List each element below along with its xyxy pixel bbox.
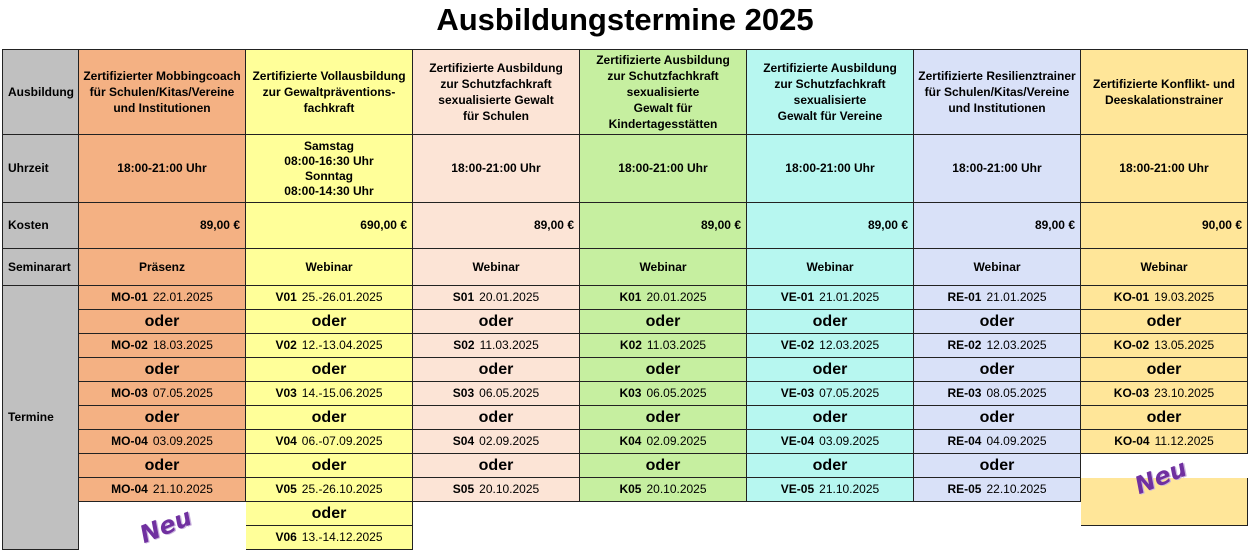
date-entry <box>246 334 413 358</box>
date-entry <box>1081 430 1248 454</box>
date-code: S05 <box>452 482 475 496</box>
separator-oder: oder <box>246 358 413 382</box>
date-value: 18.03.2025 <box>152 338 213 352</box>
date-code: RE-04 <box>947 434 982 448</box>
date-code: S01 <box>452 290 475 304</box>
date-value: 11.03.2025 <box>479 338 539 352</box>
date-entry <box>914 430 1081 454</box>
course-time: 18:00-21:00 Uhr <box>1081 135 1248 203</box>
row-label-uhrzeit: Uhrzeit <box>2 135 79 203</box>
date-entry <box>914 286 1081 310</box>
course-time: Samstag 08:00-16:30 Uhr Sonntag 08:00-14:30 Uhr <box>246 135 413 203</box>
date-entry <box>580 334 747 358</box>
date-entry <box>246 430 413 454</box>
date-entry <box>246 478 413 502</box>
date-entry <box>747 382 914 406</box>
page-title: Ausbildungstermine 2025 <box>436 2 814 37</box>
date-entry <box>1081 382 1248 406</box>
separator-oder: oder <box>79 406 246 430</box>
date-value: 19.03.2025 <box>1154 290 1215 304</box>
date-value: 22.01.2025 <box>152 290 213 304</box>
date-value: 20.01.2025 <box>646 290 707 304</box>
row-label-seminarart: Seminarart <box>2 249 79 286</box>
course-cost: 89,00 € <box>747 203 914 249</box>
date-code: RE-05 <box>947 482 982 496</box>
date-value: 20.10.2025 <box>646 482 707 496</box>
date-entry <box>79 430 246 454</box>
course-type: Webinar <box>413 249 580 286</box>
date-code: K01 <box>619 290 642 304</box>
date-entry <box>79 286 246 310</box>
separator-oder: oder <box>747 310 914 334</box>
separator-oder: oder <box>747 454 914 478</box>
date-value: 03.09.2025 <box>819 434 880 448</box>
separator-oder: oder <box>580 358 747 382</box>
course-time: 18:00-21:00 Uhr <box>914 135 1081 203</box>
course-title: Zertifizierte Ausbildung zur Schutzfachkraft sexualisierte Gewalt für Schulen <box>413 49 580 135</box>
date-value: 21.01.2025 <box>819 290 880 304</box>
date-code: S04 <box>452 434 475 448</box>
date-code: KO-01 <box>1113 290 1150 304</box>
course-title: Zertifizierter Mobbingcoach für Schulen/Kitas/Vereine und Institutionen <box>79 49 246 135</box>
separator-oder: oder <box>79 358 246 382</box>
date-value: 02.09.2025 <box>479 434 540 448</box>
date-code: K04 <box>619 434 642 448</box>
date-value: 13.05.2025 <box>1154 338 1215 352</box>
date-value: 21.10.2025 <box>152 482 213 496</box>
course-type: Webinar <box>246 249 413 286</box>
date-value: 07.05.2025 <box>819 386 880 400</box>
date-entry <box>246 382 413 406</box>
date-entry <box>413 334 580 358</box>
date-code: VE-02 <box>780 338 815 352</box>
course-cost: 89,00 € <box>79 203 246 249</box>
separator-oder: oder <box>246 502 413 526</box>
course-cost: 89,00 € <box>580 203 747 249</box>
course-title: Zertifizierte Vollausbildung zur Gewaltpräventions- fachkraft <box>246 49 413 135</box>
separator-oder: oder <box>914 454 1081 478</box>
separator-oder: oder <box>747 358 914 382</box>
date-code: K02 <box>619 338 642 352</box>
date-value: 11.03.2025 <box>646 338 707 352</box>
date-value: 06.-07.09.2025 <box>301 434 383 448</box>
separator-oder: oder <box>580 406 747 430</box>
date-entry <box>580 286 747 310</box>
separator-oder: oder <box>413 454 580 478</box>
date-value: 20.10.2025 <box>479 482 540 496</box>
date-value: 13.-14.12.2025 <box>301 530 383 544</box>
date-value: 20.01.2025 <box>479 290 540 304</box>
course-cost: 90,00 € <box>1081 203 1248 249</box>
date-code: V05 <box>275 482 297 496</box>
separator-oder: oder <box>246 454 413 478</box>
date-value: 07.05.2025 <box>152 386 213 400</box>
date-entry <box>1081 334 1248 358</box>
date-entry <box>747 286 914 310</box>
date-code: S02 <box>453 338 475 352</box>
date-code: KO-03 <box>1113 386 1150 400</box>
date-entry <box>246 526 413 550</box>
course-title: Zertifizierte Ausbildung zur Schutzfachkraft sexualisierte Gewalt für Vereine <box>747 49 914 135</box>
date-code: S03 <box>452 386 475 400</box>
date-code: VE-03 <box>780 386 815 400</box>
date-code: K03 <box>619 386 642 400</box>
date-code: V03 <box>275 386 297 400</box>
separator-oder: oder <box>914 310 1081 334</box>
date-value: 12.03.2025 <box>986 338 1047 352</box>
separator-oder: oder <box>580 454 747 478</box>
course-title: Zertifizierte Ausbildung zur Schutzfachkraft sexualisierte Gewalt für Kindertagesstätten <box>580 49 747 135</box>
separator-oder: oder <box>914 406 1081 430</box>
date-code: V04 <box>275 434 297 448</box>
date-value: 21.01.2025 <box>986 290 1047 304</box>
date-entry <box>914 334 1081 358</box>
date-entry <box>413 430 580 454</box>
date-entry <box>1081 286 1248 310</box>
new-badge-konflikt: Neu <box>1130 454 1191 500</box>
course-time: 18:00-21:00 Uhr <box>580 135 747 203</box>
date-entry <box>413 382 580 406</box>
date-entry <box>413 478 580 502</box>
date-value: 04.09.2025 <box>986 434 1047 448</box>
date-code: K05 <box>619 482 642 496</box>
date-entry <box>79 334 246 358</box>
separator-oder: oder <box>747 406 914 430</box>
row-label-ausbildung: Ausbildung <box>2 49 79 135</box>
course-cost: 690,00 € <box>246 203 413 249</box>
date-entry <box>747 430 914 454</box>
separator-oder: oder <box>914 358 1081 382</box>
date-code: VE-04 <box>780 434 815 448</box>
date-code: VE-01 <box>780 290 815 304</box>
course-time: 18:00-21:00 Uhr <box>747 135 914 203</box>
course-title: Zertifizierte Konflikt- und Deeskalationstrainer <box>1081 49 1248 135</box>
date-entry <box>914 382 1081 406</box>
date-value: 06.05.2025 <box>646 386 707 400</box>
separator-oder: oder <box>79 454 246 478</box>
date-code: MO-01 <box>111 290 148 304</box>
date-value: 21.10.2025 <box>819 482 880 496</box>
course-time: 18:00-21:00 Uhr <box>413 135 580 203</box>
date-value: 02.09.2025 <box>646 434 707 448</box>
date-entry <box>246 286 413 310</box>
date-entry <box>914 478 1081 502</box>
separator-oder: oder <box>79 310 246 334</box>
date-code: MO-04 <box>111 434 148 448</box>
course-time: 18:00-21:00 Uhr <box>79 135 246 203</box>
separator-oder: oder <box>246 406 413 430</box>
separator-oder: oder <box>246 310 413 334</box>
row-label-termine: Termine <box>2 286 79 550</box>
separator-oder: oder <box>1081 406 1248 430</box>
separator-oder: oder <box>1081 358 1248 382</box>
separator-oder: oder <box>580 310 747 334</box>
date-code: MO-02 <box>111 338 148 352</box>
date-code: KO-02 <box>1113 338 1150 352</box>
separator-oder: oder <box>413 358 580 382</box>
date-entry <box>79 478 246 502</box>
date-entry <box>747 334 914 358</box>
date-value: 12.-13.04.2025 <box>301 338 383 352</box>
date-value: 08.05.2025 <box>986 386 1047 400</box>
date-entry <box>580 430 747 454</box>
date-entry <box>413 286 580 310</box>
date-value: 11.12.2025 <box>1154 434 1214 448</box>
date-value: 25.-26.01.2025 <box>301 290 383 304</box>
date-value: 06.05.2025 <box>479 386 540 400</box>
date-code: MO-03 <box>111 386 148 400</box>
date-code: KO-04 <box>1114 434 1150 448</box>
date-code: V06 <box>275 530 297 544</box>
course-type: Präsenz <box>79 249 246 286</box>
date-code: MO-04 <box>111 482 148 496</box>
date-value: 23.10.2025 <box>1154 386 1215 400</box>
date-code: V02 <box>275 338 297 352</box>
date-value: 03.09.2025 <box>152 434 213 448</box>
course-cost: 89,00 € <box>413 203 580 249</box>
date-value: 14.-15.06.2025 <box>301 386 383 400</box>
separator-oder: oder <box>413 406 580 430</box>
date-code: RE-01 <box>947 290 982 304</box>
date-code: VE-05 <box>780 482 815 496</box>
date-code: V01 <box>275 290 297 304</box>
row-label-kosten: Kosten <box>2 203 79 249</box>
course-type: Webinar <box>580 249 747 286</box>
date-entry <box>580 478 747 502</box>
course-type: Webinar <box>1081 249 1248 286</box>
course-type: Webinar <box>747 249 914 286</box>
new-badge-mobbing: Neu <box>135 503 196 549</box>
course-cost: 89,00 € <box>914 203 1081 249</box>
date-entry <box>747 478 914 502</box>
date-entry <box>79 382 246 406</box>
date-code: RE-03 <box>947 386 982 400</box>
date-value: 25.-26.10.2025 <box>301 482 383 496</box>
separator-oder: oder <box>413 310 580 334</box>
date-entry <box>580 382 747 406</box>
course-title: Zertifizierte Resilienztrainer für Schulen/Kitas/Vereine und Institutionen <box>914 49 1081 135</box>
date-value: 12.03.2025 <box>819 338 880 352</box>
date-value: 22.10.2025 <box>986 482 1047 496</box>
date-code: RE-02 <box>947 338 982 352</box>
course-type: Webinar <box>914 249 1081 286</box>
separator-oder: oder <box>1081 310 1248 334</box>
